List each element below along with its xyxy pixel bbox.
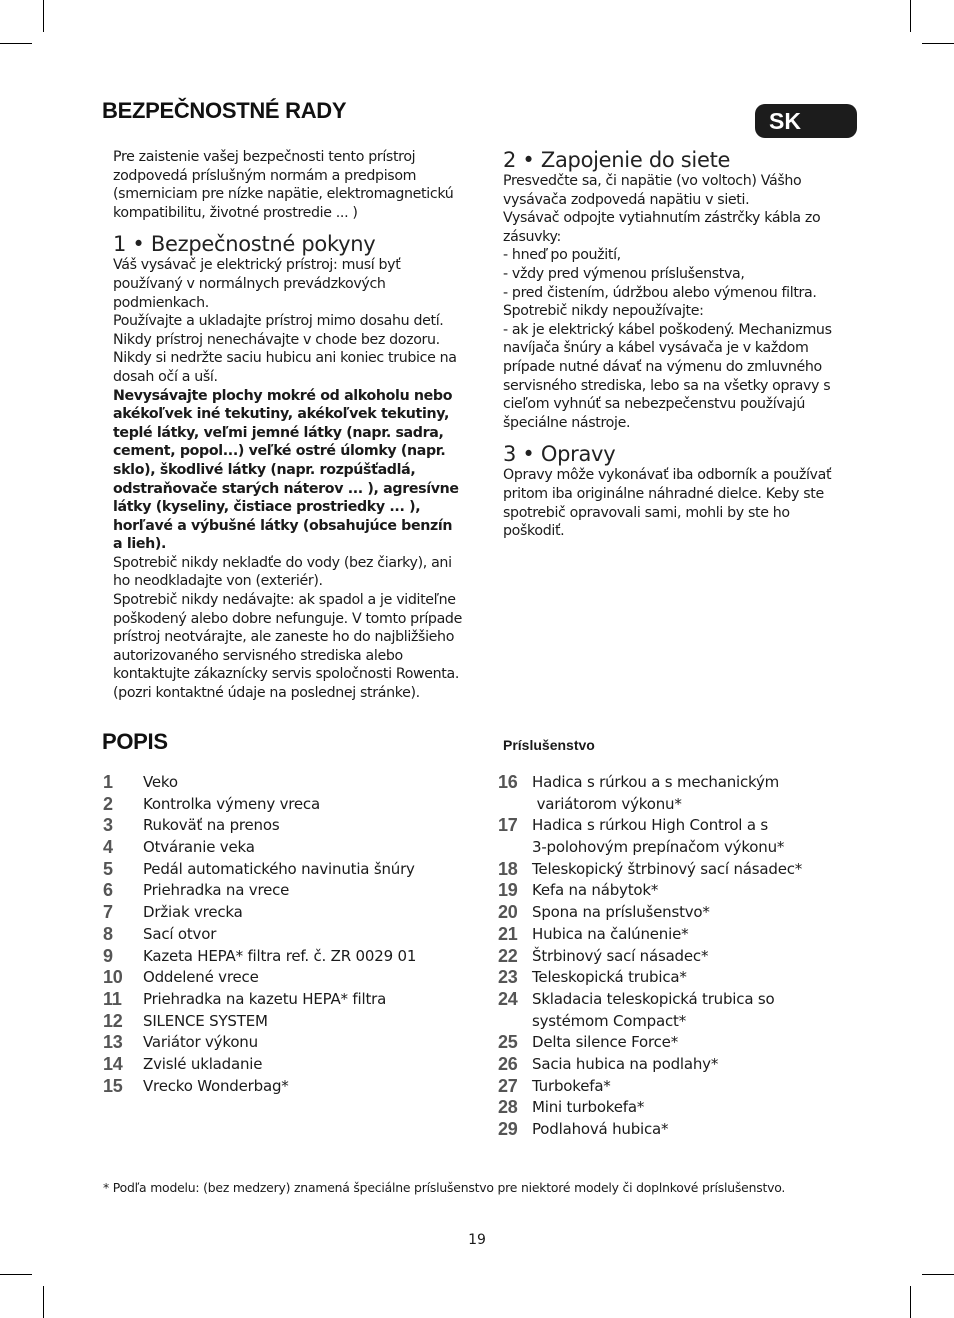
list-item [498,989,802,1032]
item-number: 26 [498,1053,518,1074]
item-label: Turbokefa* [532,1076,611,1095]
item-number: 9 [103,945,113,966]
item-label-cont: variátorom výkonu* [532,794,682,813]
item-label: Otváranie veka [143,838,255,857]
item-label: Teleskopická trubica* [532,968,687,987]
item-label: Hubica na čalúnenie* [532,924,689,943]
item-number: 6 [103,880,113,901]
parts-list [103,772,416,1097]
list-item [103,1032,416,1054]
list-item [103,772,416,794]
intro-text: Pre zaistenie vašej bezpečnosti tento prístroj zodpovedá príslušným normám a predpisom (smerniciam pre nízke napätie, elektromagnetickú kompatibilitu, životné prostredie ... ) [113,149,454,221]
page-title: BEZPEČNOSTNÉ RADY [102,98,347,123]
warning-paragraph: Nevysávajte plochy mokré od alkoholu nebo akékoľvek iné tekutiny, akékoľvek tekutiny, teplé látky, veľmi jemné látky (napr. sadra, cement, popol...) veľké ostré úlomky (napr. sklo), škodlivé látky (napr. rozpúšťadlá, odstraňovače starých náterov ... ), agresívne látky (kyseliny, čistiace prostriedky ... ), horľavé a výbušné látky (obsahujúce benzín a lieh). [113,387,459,553]
item-label: Štrbinový sací násadec* [532,946,709,965]
crop-mark [922,1274,954,1275]
list-item [103,859,416,881]
paragraph: Vysávač odpojte vytiahnutím zástrčky kábla zo zásuvky: [503,210,821,245]
item-label: Oddelené vrece [143,968,259,987]
item-number: 27 [498,1075,518,1096]
paragraph: Opravy môže vykonávať iba odborník a používať pritom iba originálne náhradné dielce. Keby ste spotrebič opravovali sami, mohli by ste ho poškodiť. [503,467,832,540]
item-label: Priehradka na kazetu HEPA* filtra [143,989,387,1008]
item-label: Sací otvor [143,924,217,943]
item-label: Sacia hubica na podlahy* [532,1054,719,1073]
list-item [498,815,802,858]
item-number: 1 [103,772,113,792]
popis-title: POPIS [102,729,168,754]
list-item [103,946,416,968]
crop-mark [0,1274,32,1275]
paragraph: Nikdy prístroj nenechávajte v chode bez dozoru. [113,331,440,348]
item-number: 25 [498,1032,518,1053]
item-label: Delta silence Force* [532,1033,679,1052]
item-label: Priehradka na vrece [143,881,290,900]
list-item [498,859,802,881]
list-item [103,794,416,816]
item-number: 2 [103,793,113,814]
page-number: 19 [468,1232,486,1248]
list-item [103,815,416,837]
item-number: 28 [498,1097,518,1118]
accessories-list [498,772,802,1141]
list-item [103,1054,416,1076]
item-number: 10 [103,967,123,988]
item-number: 20 [498,902,518,923]
item-number: 12 [103,1010,123,1031]
item-number: 3 [103,815,113,836]
item-label: SILENCE SYSTEM [143,1011,268,1030]
item-label: Mini turbokefa* [532,1098,645,1117]
item-number: 13 [103,1032,123,1053]
crop-mark [43,1286,44,1318]
list-item [498,1054,802,1076]
item-number: 14 [103,1053,123,1074]
paragraph: Nikdy si nedržte saciu hubicu ani koniec trubice na dosah očí a uší. [113,350,457,385]
list-item [103,880,416,902]
item-number: 18 [498,858,518,879]
paragraph: Spotrebič nikdy nedávajte: ak spadol a je viditeľne poškodený alebo dobre nefunguje. V tomto prípade prístroj neotvárajte, ale zaneste ho do najbližšieho autorizovaného servisného strediska alebo kontaktujte zákaznícky servis spoločnosti Rowenta. (pozri kontaktné údaje na poslednej stránke). [113,592,462,702]
item-label: Variátor výkonu [143,1033,258,1052]
paragraph: Presvedčte sa, či napätie (vo voltoch) Vášho vysávača zodpovedá napätiu v sieti. [503,173,802,208]
section-title-repairs: 3 • Opravy [503,442,616,467]
list-item [498,1097,802,1119]
item-label: Pedál automatického navinutia šnúry [143,859,415,878]
language-badge: SK [755,104,857,138]
item-number: 16 [498,772,518,792]
item-number: 4 [103,837,113,858]
item-number: 8 [103,923,113,944]
paragraph: Používajte a ukladajte prístroj mimo dosahu detí. [113,313,444,330]
footnote: * Podľa modelu: (bez medzery) znamená špeciálne príslušenstvo pre niektoré modely či doplnkové príslušenstvo. [103,1180,786,1195]
list-item [498,880,802,902]
safety-right-column [503,148,843,541]
item-number: 15 [103,1075,123,1096]
item-number: 7 [103,902,113,923]
item-label: Veko [143,773,178,791]
item-number: 29 [498,1119,518,1140]
crop-mark [910,0,911,32]
item-label: Kefa na nábytok* [532,881,659,900]
item-number: 11 [103,988,122,1009]
item-label: Hadica s rúrkou High Control a s [532,816,769,835]
paragraph: Spotrebič nikdy nekladťe do vody (bez čiarky), ani ho neodkladajte von (exteriér). [113,554,452,590]
crop-mark [910,1286,911,1318]
list-item [498,946,802,968]
list-item [103,1011,416,1033]
item-label: Spona na príslušenstvo* [532,903,710,922]
paragraph: - vždy pred výmenou príslušenstva, [503,265,745,282]
list-item [498,772,802,815]
list-item [498,1119,802,1141]
item-number: 19 [498,880,518,901]
list-item [498,902,802,924]
list-item [103,924,416,946]
item-label: Skladacia teleskopická trubica so [532,989,775,1008]
crop-mark [922,43,954,44]
list-item [103,1076,416,1098]
item-label-cont: systémom Compact* [532,1011,686,1030]
item-label: Vrecko Wonderbag* [143,1076,289,1095]
list-item [103,989,416,1011]
item-label: Teleskopický štrbinový sací násadec* [532,859,803,878]
item-number: 23 [498,967,518,988]
item-label: Zvislé ukladanie [143,1054,263,1073]
item-label: Kazeta HEPA* filtra ref. č. ZR 0029 01 [143,946,417,965]
item-number: 5 [103,858,113,879]
paragraph: Váš vysávač je elektrický prístroj: musí byť používaný v normálnych prevádzkových podmienkach. [113,257,401,311]
list-item [498,924,802,946]
item-number: 17 [498,815,518,836]
item-number: 24 [498,988,518,1009]
crop-mark [43,0,44,32]
paragraph: - hneď po použití, [503,247,621,264]
list-item [103,902,416,924]
paragraph: - pred čistením, údržbou alebo výmenou filtra. [503,284,817,301]
list-item [498,1032,802,1054]
item-number: 22 [498,945,518,966]
list-item [103,967,416,989]
item-number: 21 [498,923,518,944]
accessories-heading: Príslušenstvo [503,737,595,753]
safety-left-column [113,148,465,703]
paragraph: - ak je elektrický kábel poškodený. Mechanizmus navíjača šnúry a kábel vysávača je v každom prípade nutné dávať na výmenu do zmluvného servisného strediska, lebo sa na všetky opravy s cieľom vyhnúť sa nebezpečenstvu používajú špeciálne nástroje. [503,321,832,431]
section-title-safety: 1 • Bezpečnostné pokyny [113,232,376,257]
list-item [103,837,416,859]
item-label: Hadica s rúrkou a s mechanickým [532,773,780,791]
list-item [498,1076,802,1098]
section-title-power: 2 • Zapojenie do siete [503,148,731,172]
list-item [498,967,802,989]
item-label: Rukoväť na prenos [143,816,280,835]
item-label-cont: 3-polohovým prepínačom výkonu* [532,838,785,857]
paragraph: Spotrebič nikdy nepoužívajte: [503,303,704,320]
item-label: Podlahová hubica* [532,1120,669,1139]
item-label: Držiak vrecka [143,903,243,922]
item-label: Kontrolka výmeny vreca [143,794,320,813]
crop-mark [0,43,32,44]
